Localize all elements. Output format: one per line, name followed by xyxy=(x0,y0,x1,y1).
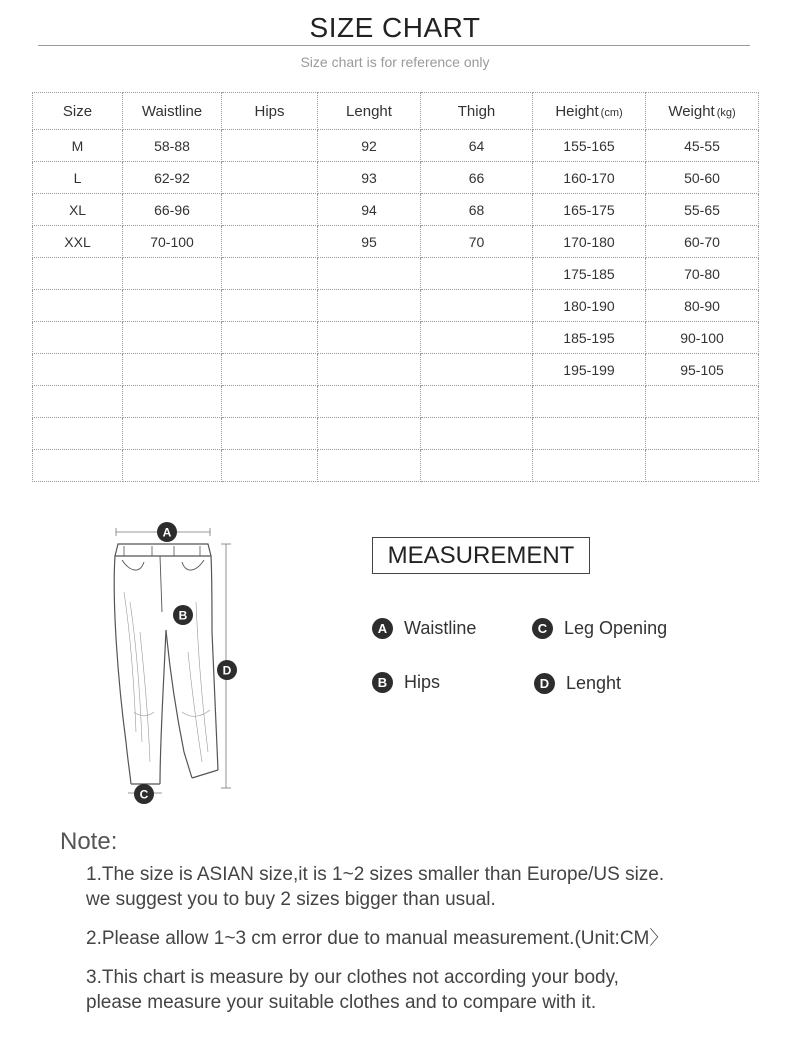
cell-waistline: 66-96 xyxy=(123,194,222,226)
header-thigh: Thigh xyxy=(421,93,533,130)
cell-height: 155-165 xyxy=(533,130,646,162)
cell-thigh xyxy=(421,290,533,322)
cell-size xyxy=(33,450,123,482)
cell-thigh: 70 xyxy=(421,226,533,258)
cell-waistline xyxy=(123,322,222,354)
table-row xyxy=(33,450,759,482)
table-row xyxy=(33,130,759,162)
cell-waistline: 62-92 xyxy=(123,162,222,194)
marker-d-label: D xyxy=(222,663,232,678)
table-row xyxy=(33,418,759,450)
cell-weight: 45-55 xyxy=(646,130,759,162)
cell-size: XXL xyxy=(33,226,123,258)
cell-size xyxy=(33,386,123,418)
header-length: Lenght xyxy=(318,93,421,130)
cell-waistline xyxy=(123,386,222,418)
cell-length: 92 xyxy=(318,130,421,162)
page-title: SIZE CHART xyxy=(309,12,481,43)
cell-hips xyxy=(222,130,318,162)
cell-thigh xyxy=(421,354,533,386)
cell-length xyxy=(318,290,421,322)
cell-size xyxy=(33,354,123,386)
legend-label-waistline: Waistline xyxy=(404,618,477,638)
cell-size xyxy=(33,418,123,450)
legend-hips xyxy=(372,672,440,693)
legend-badge-b-icon: B xyxy=(372,672,393,693)
cell-height: 165-175 xyxy=(533,194,646,226)
cell-waistline xyxy=(123,450,222,482)
note-1 xyxy=(86,862,664,912)
title-divider xyxy=(38,45,750,46)
cell-weight xyxy=(646,386,759,418)
legend-label-leg-opening: Leg Opening xyxy=(564,618,668,638)
cell-thigh: 64 xyxy=(421,130,533,162)
cell-hips xyxy=(222,418,318,450)
header-height-unit: (cm) xyxy=(600,106,623,119)
cell-thigh: 68 xyxy=(421,194,533,226)
legend-waistline xyxy=(372,618,476,639)
header-hips: Hips xyxy=(222,93,318,130)
marker-b-icon xyxy=(173,605,193,625)
table-row xyxy=(33,322,759,354)
header-waistline: Waistline xyxy=(123,93,222,130)
header-height: Height (cm) xyxy=(533,93,646,130)
cell-height: 185-195 xyxy=(533,322,646,354)
cell-waistline: 58-88 xyxy=(123,130,222,162)
cell-hips xyxy=(222,322,318,354)
marker-a-icon xyxy=(157,522,177,542)
cell-length xyxy=(318,386,421,418)
note-2-line-1: 2.Please allow 1~3 cm error due to manual measurement.(Unit:CM〉 xyxy=(86,928,669,949)
cell-weight xyxy=(646,418,759,450)
cell-waistline xyxy=(123,354,222,386)
cell-weight: 95-105 xyxy=(646,354,759,386)
legend-label-length: Lenght xyxy=(566,673,622,693)
cell-height: 160-170 xyxy=(533,162,646,194)
cell-hips xyxy=(222,290,318,322)
cell-hips xyxy=(222,162,318,194)
cell-waistline: 70-100 xyxy=(123,226,222,258)
note-2 xyxy=(86,926,668,951)
pants-shading xyxy=(124,592,210,762)
marker-d-icon xyxy=(217,660,237,680)
cell-hips xyxy=(222,194,318,226)
cell-hips xyxy=(222,258,318,290)
cell-thigh xyxy=(421,258,533,290)
table-row xyxy=(33,194,759,226)
cell-length xyxy=(318,418,421,450)
header-weight: Weight (kg) xyxy=(646,93,759,130)
legend-label-hips: Hips xyxy=(404,672,441,692)
cell-length: 95 xyxy=(318,226,421,258)
cell-height: 175-185 xyxy=(533,258,646,290)
cell-length xyxy=(318,354,421,386)
page-subtitle: Size chart is for reference only xyxy=(300,54,490,70)
legend-length xyxy=(534,673,621,694)
cell-height xyxy=(533,418,646,450)
measurement-title: MEASUREMENT xyxy=(372,537,590,574)
cell-length xyxy=(318,258,421,290)
cell-hips xyxy=(222,226,318,258)
cell-waistline xyxy=(123,290,222,322)
note-1-line-2: we suggest you to buy 2 sizes bigger than usual. xyxy=(86,889,496,910)
cell-thigh xyxy=(421,418,533,450)
cell-waistline xyxy=(123,258,222,290)
cell-size xyxy=(33,322,123,354)
table-row xyxy=(33,386,759,418)
cell-weight: 50-60 xyxy=(646,162,759,194)
cell-size: XL xyxy=(33,194,123,226)
cell-size xyxy=(33,290,123,322)
cell-size: M xyxy=(33,130,123,162)
table-row xyxy=(33,162,759,194)
table-row xyxy=(33,226,759,258)
table-row xyxy=(33,258,759,290)
cell-thigh: 66 xyxy=(421,162,533,194)
cell-hips xyxy=(222,354,318,386)
cell-length xyxy=(318,322,421,354)
note-3 xyxy=(86,965,619,1015)
marker-c-label: C xyxy=(139,787,149,802)
table-header-row xyxy=(33,93,759,130)
legend-badge-a-icon: A xyxy=(372,618,393,639)
cell-height xyxy=(533,386,646,418)
cell-weight xyxy=(646,450,759,482)
cell-weight: 60-70 xyxy=(646,226,759,258)
cell-thigh xyxy=(421,386,533,418)
cell-weight: 55-65 xyxy=(646,194,759,226)
marker-b-label: B xyxy=(178,608,188,623)
cell-height: 180-190 xyxy=(533,290,646,322)
cell-length: 93 xyxy=(318,162,421,194)
cell-hips xyxy=(222,386,318,418)
cell-weight: 70-80 xyxy=(646,258,759,290)
table-row xyxy=(33,354,759,386)
header-weight-unit: (kg) xyxy=(716,106,736,119)
cell-size xyxy=(33,258,123,290)
marker-c-icon xyxy=(134,784,154,804)
cell-waistline xyxy=(123,418,222,450)
legend-badge-c-icon: C xyxy=(532,618,553,639)
cell-hips xyxy=(222,450,318,482)
size-table xyxy=(32,92,759,482)
legend-badge-d-icon: D xyxy=(534,673,555,694)
table-row xyxy=(33,290,759,322)
cell-thigh xyxy=(421,450,533,482)
note-3-line-1: 3.This chart is measure by our clothes not according your body, xyxy=(86,967,619,988)
cell-thigh xyxy=(421,322,533,354)
note-1-line-1: 1.The size is ASIAN size,it is 1~2 sizes smaller than Europe/US size. xyxy=(86,864,665,885)
note-3-line-2: please measure your suitable clothes and to compare with it. xyxy=(86,992,597,1013)
cell-height xyxy=(533,450,646,482)
marker-a-label: A xyxy=(162,525,172,540)
cell-weight: 90-100 xyxy=(646,322,759,354)
pants-sketch xyxy=(100,512,260,812)
cell-length xyxy=(318,450,421,482)
cell-height: 170-180 xyxy=(533,226,646,258)
pants-outline-icon xyxy=(114,544,218,784)
cell-height: 195-199 xyxy=(533,354,646,386)
header-size: Size xyxy=(33,93,123,130)
legend-leg-opening xyxy=(532,618,667,639)
cell-size: L xyxy=(33,162,123,194)
cell-weight: 80-90 xyxy=(646,290,759,322)
cell-length: 94 xyxy=(318,194,421,226)
note-title: Note: xyxy=(60,828,118,855)
